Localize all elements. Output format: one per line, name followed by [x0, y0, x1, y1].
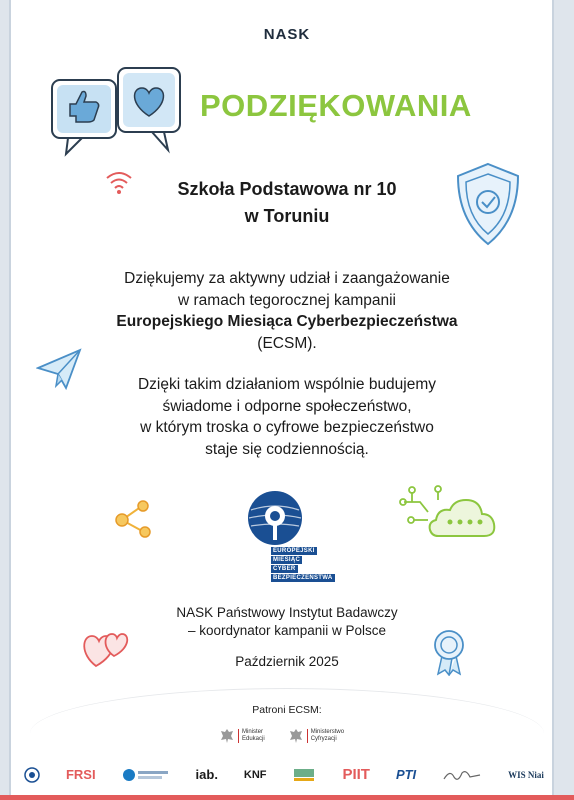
partner-bank-logo-icon	[122, 768, 170, 782]
ecsm-logo-icon	[245, 488, 329, 550]
nask-logo: NASK	[263, 26, 311, 43]
iab-logo: iab.	[195, 767, 218, 782]
eagle-emblem-icon	[289, 728, 303, 744]
date-text: Październik 2025	[235, 654, 339, 669]
page-title: PODZIĘKOWANIA	[200, 88, 472, 123]
partner-logos	[24, 766, 544, 783]
knf-logo: KNF	[243, 768, 267, 781]
coordinator-text: NASK Państwowy Instytut Badawczy – koordynator kampanii w Polsce	[176, 605, 398, 638]
piit-logo: PIIT	[342, 766, 370, 783]
like-heart-bubbles-icon	[48, 64, 188, 160]
school-name: Szkoła Podstawowa nr 10 w Toruniu	[177, 179, 397, 226]
frsi-logo: FRSI	[65, 767, 96, 782]
wsn-logo: WIS Niai	[508, 769, 544, 780]
eagle-emblem-icon	[220, 728, 234, 744]
cloud-circuit-icon	[398, 484, 498, 544]
pti-logo: PTI	[395, 767, 417, 782]
ecsm-logo-text: EUROPEJSKI MIESIĄC CYBER BEZPIECZEŃSTWA	[273, 548, 333, 581]
mission-paragraph: Dzięki takim działaniom wspólnie budujemy świadome i odporne społeczeństwo, w którym troska o cyfrowe bezpieczeństwo staje się codziennością.	[137, 376, 437, 458]
thanks-paragraph: Dziękujemy za aktywny udział i zaangażowanie w ramach tegorocznej kampanii Europejskiego Miesiąca Cyberbezpieczeństwa (ECSM).	[116, 270, 458, 352]
patrons-label: Patroni ECSM:	[252, 704, 322, 716]
partner-emblem-icon	[24, 767, 40, 783]
ministry-digital-logo: Ministerstwo Cyfryzacji	[289, 728, 344, 744]
partner-crest-icon	[292, 767, 316, 783]
molecule-icon	[110, 498, 156, 542]
ministries-logos	[220, 728, 344, 744]
page-edge-bottom	[0, 795, 574, 800]
partner-signature-icon	[442, 767, 482, 783]
ministry-education-logo: Minister Edukacji	[220, 728, 265, 744]
